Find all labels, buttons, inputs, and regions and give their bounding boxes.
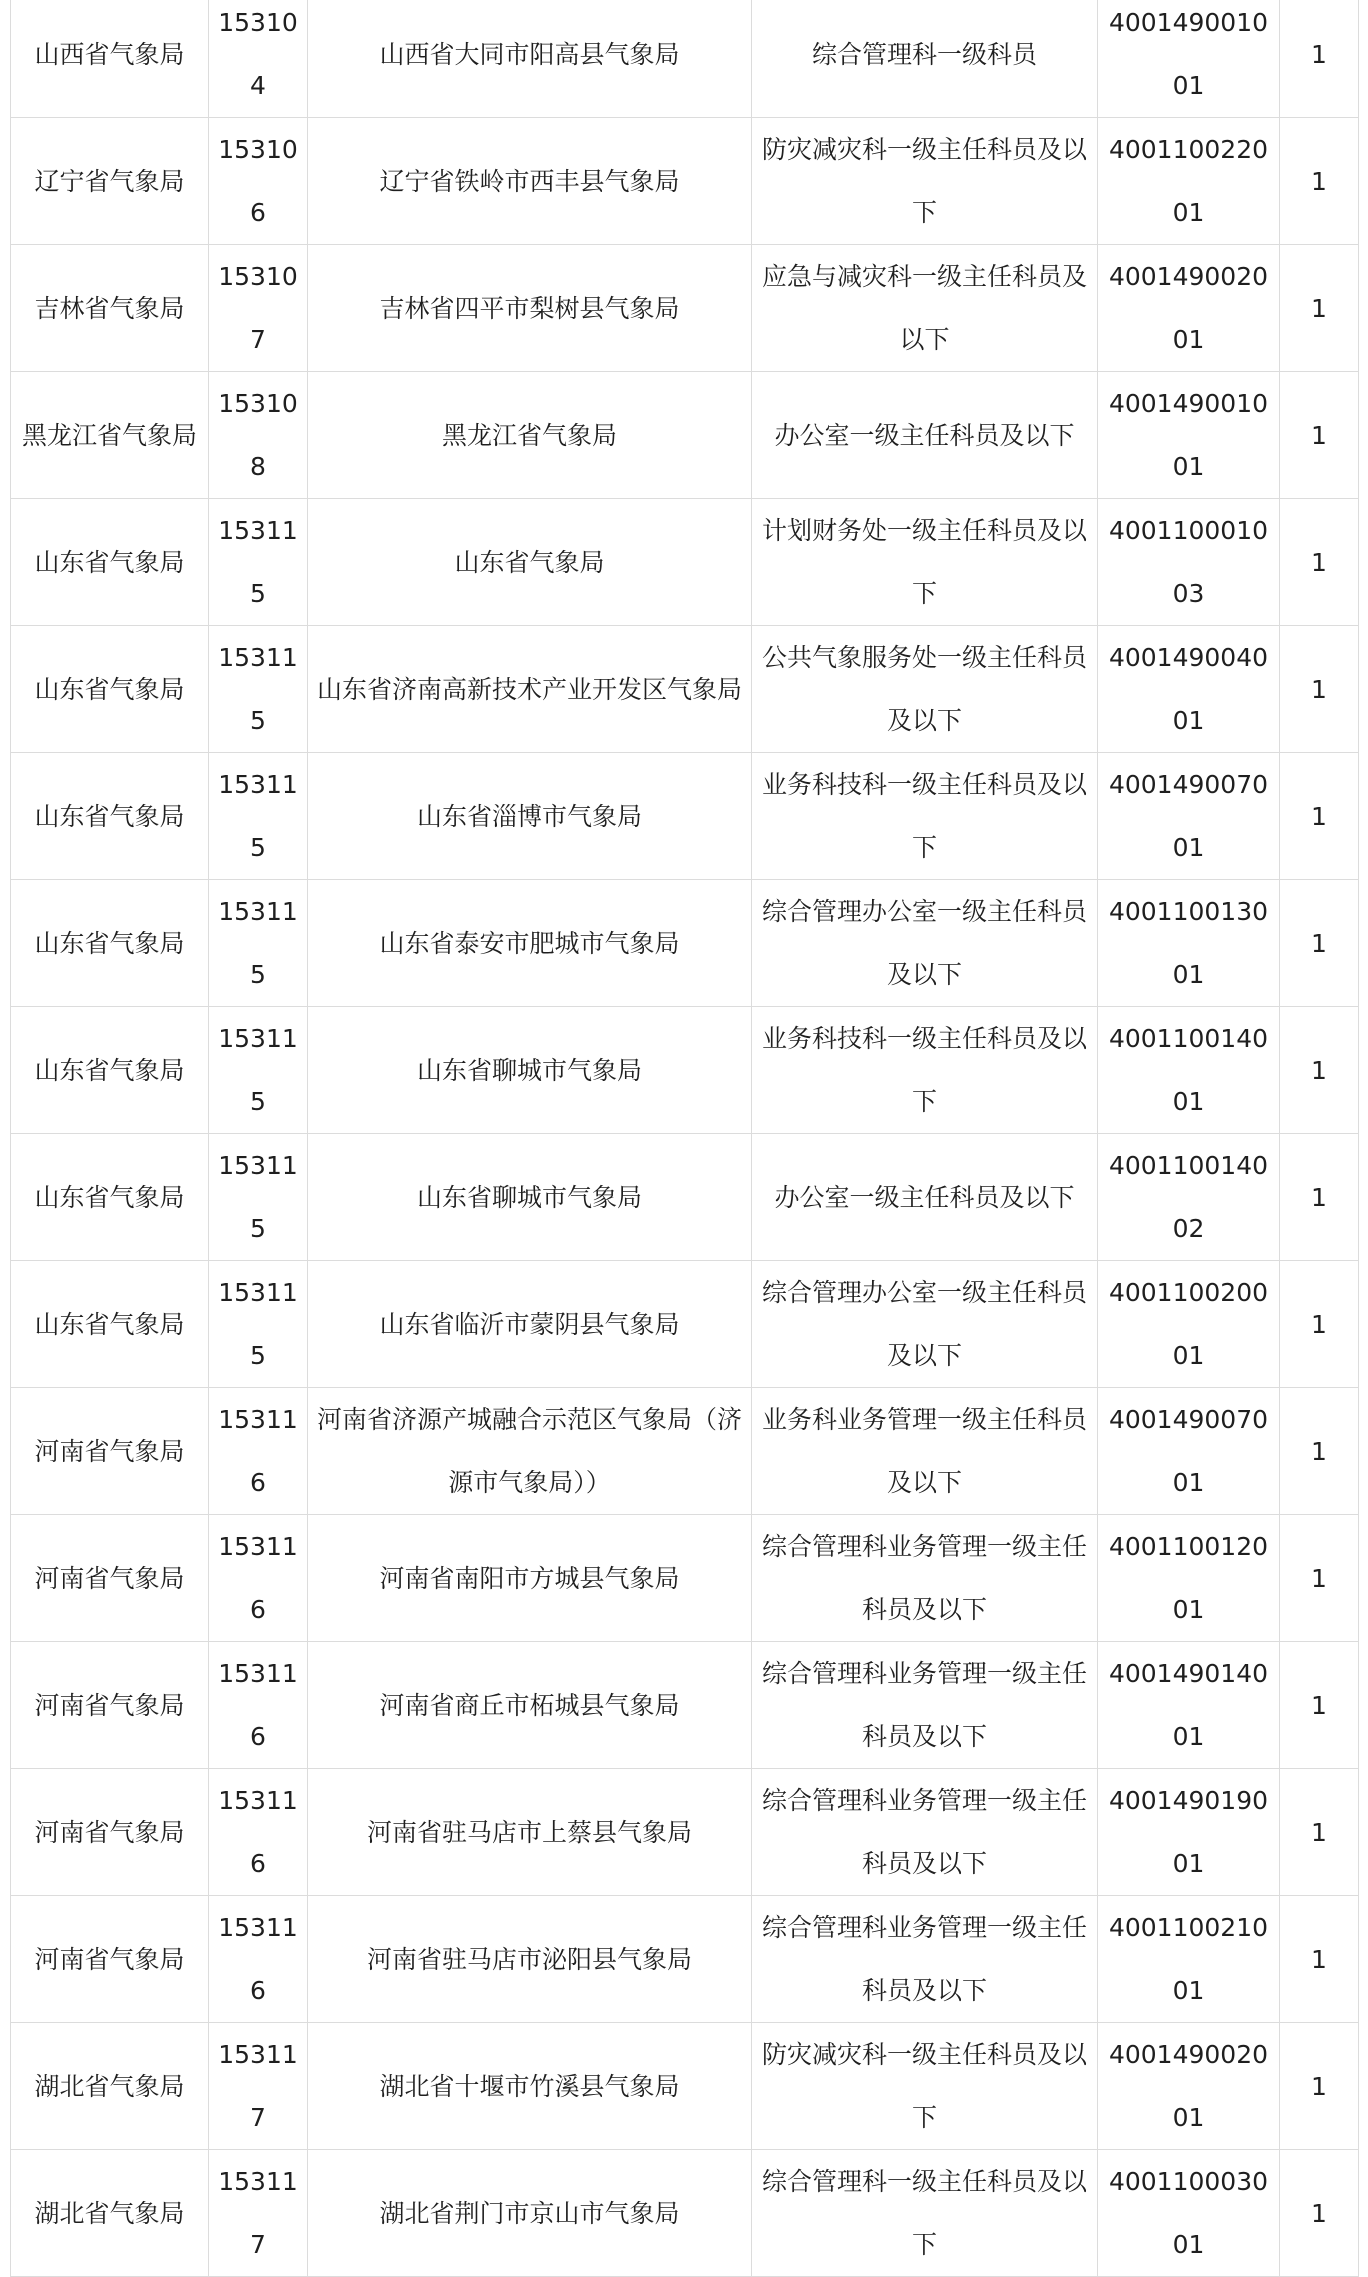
position-name-cell: 计划财务处一级主任科员及以下 <box>752 499 1098 626</box>
position-name-cell: 业务科技科一级主任科员及以下 <box>752 1007 1098 1134</box>
hiring-unit-cell: 山东省临沂市蒙阴县气象局 <box>308 1261 752 1388</box>
position-name-cell: 公共气象服务处一级主任科员及以下 <box>752 626 1098 753</box>
bureau-cell: 山东省气象局 <box>11 626 209 753</box>
hiring-count-cell: 1 <box>1280 1769 1359 1896</box>
position-name-cell: 综合管理科业务管理一级主任科员及以下 <box>752 1896 1098 2023</box>
hiring-unit-cell: 河南省南阳市方城县气象局 <box>308 1515 752 1642</box>
position-code-cell: 400149002001 <box>1098 2023 1280 2150</box>
department-code-cell: 153115 <box>209 1134 308 1261</box>
hiring-count-cell: 1 <box>1280 1896 1359 2023</box>
bureau-cell: 河南省气象局 <box>11 1388 209 1515</box>
hiring-unit-cell: 湖北省十堰市竹溪县气象局 <box>308 2023 752 2150</box>
bureau-cell: 山东省气象局 <box>11 1007 209 1134</box>
bureau-cell: 山东省气象局 <box>11 753 209 880</box>
recruitment-table <box>10 0 1359 2277</box>
hiring-unit-cell: 山东省淄博市气象局 <box>308 753 752 880</box>
position-code-cell: 400149019001 <box>1098 1769 1280 1896</box>
bureau-cell: 吉林省气象局 <box>11 245 209 372</box>
position-code-cell: 400110022001 <box>1098 118 1280 245</box>
hiring-unit-cell: 山东省济南高新技术产业开发区气象局 <box>308 626 752 753</box>
position-name-cell: 综合管理科业务管理一级主任科员及以下 <box>752 1769 1098 1896</box>
position-name-cell: 综合管理办公室一级主任科员及以下 <box>752 1261 1098 1388</box>
department-code-cell: 153116 <box>209 1642 308 1769</box>
table-row <box>11 626 1359 753</box>
hiring-count-cell: 1 <box>1280 245 1359 372</box>
hiring-count-cell: 1 <box>1280 753 1359 880</box>
bureau-cell: 山东省气象局 <box>11 1261 209 1388</box>
department-code-cell: 153116 <box>209 1769 308 1896</box>
hiring-count-cell: 1 <box>1280 626 1359 753</box>
position-code-cell: 400149004001 <box>1098 626 1280 753</box>
position-code-cell: 400110014002 <box>1098 1134 1280 1261</box>
hiring-count-cell: 1 <box>1280 118 1359 245</box>
table-row <box>11 2150 1359 2277</box>
hiring-count-cell: 1 <box>1280 2023 1359 2150</box>
position-name-cell: 防灾减灾科一级主任科员及以下 <box>752 118 1098 245</box>
bureau-cell: 山东省气象局 <box>11 1134 209 1261</box>
department-code-cell: 153107 <box>209 245 308 372</box>
hiring-unit-cell: 河南省济源产城融合示范区气象局（济源市气象局）） <box>308 1388 752 1515</box>
bureau-cell: 辽宁省气象局 <box>11 118 209 245</box>
position-code-cell: 400110020001 <box>1098 1261 1280 1388</box>
position-code-cell: 400110013001 <box>1098 880 1280 1007</box>
position-code-cell: 400149007001 <box>1098 753 1280 880</box>
department-code-cell: 153115 <box>209 626 308 753</box>
bureau-cell: 山东省气象局 <box>11 880 209 1007</box>
department-code-cell: 153108 <box>209 372 308 499</box>
hiring-count-cell: 1 <box>1280 1007 1359 1134</box>
table-row <box>11 1769 1359 1896</box>
position-code-cell: 400149014001 <box>1098 1642 1280 1769</box>
position-code-cell: 400110014001 <box>1098 1007 1280 1134</box>
bureau-cell: 河南省气象局 <box>11 1515 209 1642</box>
position-name-cell: 应急与减灾科一级主任科员及以下 <box>752 245 1098 372</box>
position-name-cell: 综合管理办公室一级主任科员及以下 <box>752 880 1098 1007</box>
hiring-unit-cell: 湖北省荆门市京山市气象局 <box>308 2150 752 2277</box>
position-name-cell: 综合管理科一级主任科员及以下 <box>752 2150 1098 2277</box>
hiring-count-cell: 1 <box>1280 1642 1359 1769</box>
table-row <box>11 1388 1359 1515</box>
hiring-unit-cell: 河南省驻马店市泌阳县气象局 <box>308 1896 752 2023</box>
bureau-cell: 河南省气象局 <box>11 1642 209 1769</box>
table-row <box>11 1642 1359 1769</box>
table-row <box>11 2023 1359 2150</box>
bureau-cell: 河南省气象局 <box>11 1769 209 1896</box>
hiring-unit-cell: 河南省驻马店市上蔡县气象局 <box>308 1769 752 1896</box>
position-code-cell: 400149001001 <box>1098 372 1280 499</box>
table-row <box>11 499 1359 626</box>
position-name-cell: 办公室一级主任科员及以下 <box>752 372 1098 499</box>
department-code-cell: 153115 <box>209 499 308 626</box>
hiring-count-cell: 1 <box>1280 499 1359 626</box>
table-row <box>11 753 1359 880</box>
bureau-cell: 黑龙江省气象局 <box>11 372 209 499</box>
bureau-cell: 山东省气象局 <box>11 499 209 626</box>
table-row <box>11 880 1359 1007</box>
department-code-cell: 153116 <box>209 1388 308 1515</box>
position-name-cell: 业务科业务管理一级主任科员及以下 <box>752 1388 1098 1515</box>
department-code-cell: 153115 <box>209 753 308 880</box>
bureau-cell: 湖北省气象局 <box>11 2150 209 2277</box>
hiring-unit-cell: 黑龙江省气象局 <box>308 372 752 499</box>
department-code-cell: 153117 <box>209 2023 308 2150</box>
hiring-unit-cell: 河南省商丘市柘城县气象局 <box>308 1642 752 1769</box>
position-name-cell: 业务科技科一级主任科员及以下 <box>752 753 1098 880</box>
hiring-unit-cell: 辽宁省铁岭市西丰县气象局 <box>308 118 752 245</box>
hiring-count-cell: 1 <box>1280 1515 1359 1642</box>
position-name-cell: 综合管理科一级科员 <box>752 0 1098 118</box>
department-code-cell: 153104 <box>209 0 308 118</box>
table-row <box>11 1007 1359 1134</box>
table-row <box>11 1896 1359 2023</box>
hiring-count-cell: 1 <box>1280 1388 1359 1515</box>
position-name-cell: 防灾减灾科一级主任科员及以下 <box>752 2023 1098 2150</box>
table-row <box>11 245 1359 372</box>
hiring-count-cell: 1 <box>1280 880 1359 1007</box>
department-code-cell: 153115 <box>209 1007 308 1134</box>
department-code-cell: 153116 <box>209 1896 308 2023</box>
table-row <box>11 372 1359 499</box>
bureau-cell: 山西省气象局 <box>11 0 209 118</box>
hiring-unit-cell: 山东省聊城市气象局 <box>308 1007 752 1134</box>
position-name-cell: 综合管理科业务管理一级主任科员及以下 <box>752 1515 1098 1642</box>
position-code-cell: 400110001003 <box>1098 499 1280 626</box>
hiring-unit-cell: 山东省泰安市肥城市气象局 <box>308 880 752 1007</box>
table-body <box>11 0 1359 2277</box>
bureau-cell: 河南省气象局 <box>11 1896 209 2023</box>
department-code-cell: 153116 <box>209 1515 308 1642</box>
table-row <box>11 118 1359 245</box>
position-code-cell: 400110021001 <box>1098 1896 1280 2023</box>
hiring-unit-cell: 山东省聊城市气象局 <box>308 1134 752 1261</box>
hiring-count-cell: 1 <box>1280 372 1359 499</box>
department-code-cell: 153115 <box>209 880 308 1007</box>
position-code-cell: 400110003001 <box>1098 2150 1280 2277</box>
table-row <box>11 0 1359 118</box>
position-name-cell: 办公室一级主任科员及以下 <box>752 1134 1098 1261</box>
hiring-count-cell: 1 <box>1280 1134 1359 1261</box>
position-name-cell: 综合管理科业务管理一级主任科员及以下 <box>752 1642 1098 1769</box>
table-row <box>11 1134 1359 1261</box>
position-code-cell: 400149002001 <box>1098 245 1280 372</box>
position-code-cell: 400149007001 <box>1098 1388 1280 1515</box>
hiring-unit-cell: 山东省气象局 <box>308 499 752 626</box>
hiring-count-cell: 1 <box>1280 2150 1359 2277</box>
department-code-cell: 153115 <box>209 1261 308 1388</box>
position-code-cell: 400110012001 <box>1098 1515 1280 1642</box>
department-code-cell: 153117 <box>209 2150 308 2277</box>
bureau-cell: 湖北省气象局 <box>11 2023 209 2150</box>
department-code-cell: 153106 <box>209 118 308 245</box>
hiring-count-cell: 1 <box>1280 0 1359 118</box>
hiring-count-cell: 1 <box>1280 1261 1359 1388</box>
position-code-cell: 400149001001 <box>1098 0 1280 118</box>
table-row <box>11 1515 1359 1642</box>
hiring-unit-cell: 吉林省四平市梨树县气象局 <box>308 245 752 372</box>
hiring-unit-cell: 山西省大同市阳高县气象局 <box>308 0 752 118</box>
table-row <box>11 1261 1359 1388</box>
